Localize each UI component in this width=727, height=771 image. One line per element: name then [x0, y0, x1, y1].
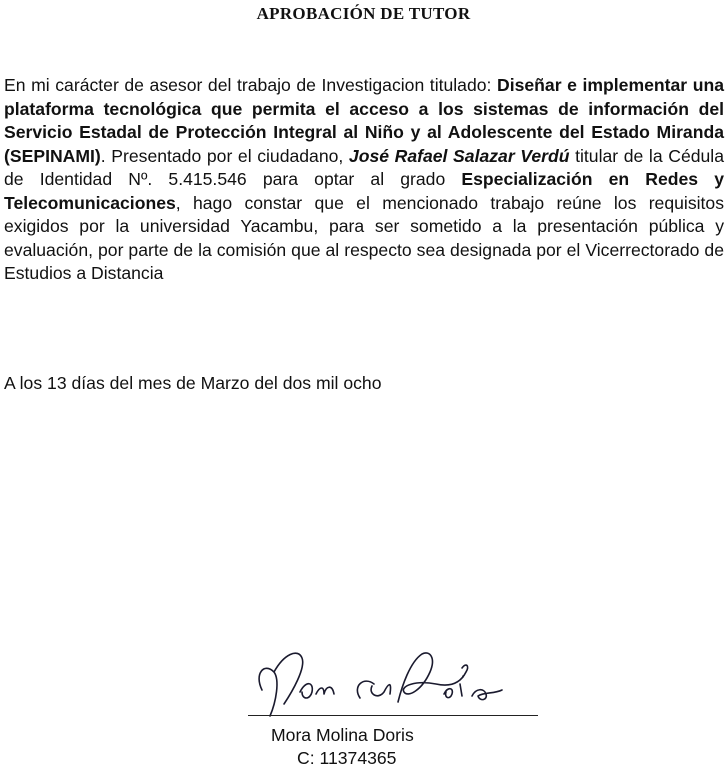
student-name: José Rafael Salazar Verdú — [348, 145, 570, 166]
signature-line — [248, 715, 538, 716]
degree-name: Especialización en Redes y Telecomunicaciones — [4, 169, 724, 213]
paragraph-text: , hago constar que el mencionado trabajo reúne los requisitos exigidos por la universidad Yacambu, para ser sometido a la presentación pública y evaluación, por parte de la comisión que al respecto sea designada por el Vicerrectorado de Estudios a Distancia — [4, 192, 724, 283]
signer-name: Mora Molina Doris — [271, 725, 414, 745]
approval-paragraph — [4, 74, 724, 286]
paragraph-text: . Presentado por el ciudadano, — [100, 145, 349, 166]
paragraph-text: titular de la Cédula de Identidad Nº. 5.415.546 para optar al grado — [4, 145, 724, 189]
handwritten-signature — [240, 632, 540, 722]
signer-id: C: 11374365 — [297, 748, 397, 768]
date-line: A los 13 días del mes de Marzo del dos mil ocho — [4, 373, 382, 393]
page-title: APROBACIÓN DE TUTOR — [256, 4, 471, 23]
thesis-title: Diseñar e implementar una plataforma tecnológica que permita el acceso a los sistemas de información del Servicio Estadal de Protección Integral al Niño y al Adolescente del Estado Miranda (SEPINAMI) — [4, 75, 724, 166]
paragraph-text: En mi carácter de asesor del trabajo de Investigacion titulado: — [4, 75, 498, 95]
